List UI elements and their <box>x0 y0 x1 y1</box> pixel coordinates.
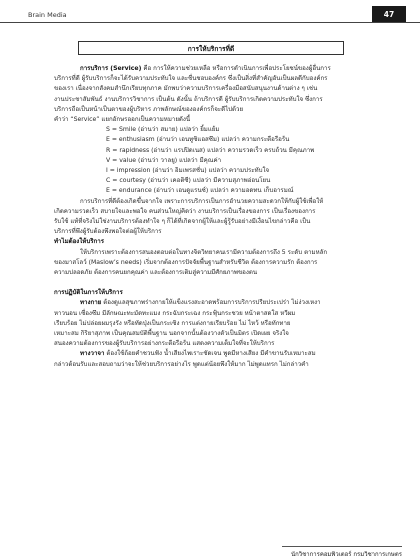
running-head: Brain Media <box>28 11 67 19</box>
list-item: I = impression (อ่านว่า อิมเพรสชั่น) แปลว่า ความประทับใจ <box>106 167 270 175</box>
service-definition-line: บริการถือเป็นหน้าเป็นตาของผู้บริหาร ภาพลักษณ์ขององค์กรก็จะดีไปด้วย <box>54 105 244 113</box>
physical-term: ทางกาย <box>80 299 102 307</box>
service-definition-line: ของเรา เนื่องจากสังคมสำนึกเรียบทุกภาค มักพบว่าความบริการเครื่องมือสนับสนุนงานด้านต่าง ๆ เช่น <box>54 85 318 93</box>
page-body <box>54 64 376 370</box>
list-item: C = courtesy (อ่านว่า เคอติซี) แปลว่า มีความสุภาพอ่อนโยน <box>106 177 271 185</box>
list-item: S = Smile (อ่านว่า สมาย) แปลว่า ยิ้มแย้ม <box>106 126 220 134</box>
service-definition-line: งานประชาสัมพันธ์ งานบริการวิชาการ เป็นต้น ดังนั้น ถ้าบริการดี ผู้รับบริการเกิดความประทับใจ ซึ่งการ <box>54 95 323 103</box>
paragraph-line: รับใช้ แท้ที่จริงไม่ใช่งานบริการต้องทำใจ ๆ ก็ได้ที่เกิดจากผู้ให้และผู้รู้รับอย่างมีเงื่อนไขกล่าวคือ เป็น <box>54 218 311 226</box>
paragraph-line: ความปลอดภัย ต้องการคนยกคุณค่า และต้องการเติมสู่ความมีศักยภาพของตน <box>54 269 258 277</box>
paragraph-line: ให้บริการเพราะต้องการสนองตอบต่อในทางจิตวิทยาคนเรามีความต้องการถึง 5 ระดับ ตามหลัก <box>80 248 328 256</box>
paragraph-line: เกิดความรวดเร็ว สบายใจและพอใจ คนส่วนใหญ่คิดว่า งานบริการเป็นเรื่องของการ เป็นเรื่องของการ <box>54 207 316 215</box>
paragraph-line: ของมาสโลว์ (Maslow’s needs) เริ่มจากต้องการปัจจัยพื้นฐานสำหรับชีวิต ต้องการความรัก ต้องการ <box>54 258 318 266</box>
list-item: E = enthusiasm (อ่านว่า เอนทูซิแอสซึม) แปลว่า ความกระตือรือร้น <box>106 136 290 144</box>
paragraph-line: เรียบร้อย ไม่ปล่อยผมรุงรัง หรือทัดปุ่งเป็นกระเซิง การแต่งกายเรียบร้อย ไม่ ไหว้ หรือทักทาย <box>54 319 291 327</box>
paragraph-line: บริการที่พึงผู้รับต้องพึงพอใจต่อผู้ให้บริการ <box>54 228 162 236</box>
page-footer: นักวิชาการคอมพิวเตอร์ กรมวิชาการเกษตร <box>282 546 402 559</box>
list-item: R = rapidness (อ่านว่า แรปปิดเนส) แปลว่า ความรวดเร็ว ครบถ้วน มีคุณภาพ <box>106 146 315 154</box>
section-title: การให้บริการที่ดี <box>78 41 344 55</box>
verbal-term: ทางวาจา <box>80 350 105 358</box>
service-definition-line-1: การบริการ (Service) คือ การให้ความช่วยเหลือ หรือการดำเนินการเพื่อประโยชน์ของผู้อื่นการ <box>80 65 331 72</box>
list-item: E = endurance (อ่านว่า เอนดูแรนซ์) แปลว่า ความอดทน เก็บอารมณ์ <box>106 187 294 195</box>
paragraph-line: การบริการที่ดีต้องเกิดขึ้นจากใจ เพราะการบริการเป็นการอำนวยความสะดวกให้กับผู้ใช้เพื่อให้ <box>80 197 324 205</box>
paragraph-line: หาวนอน เซื่องซึม มีลักษณะทะมัดทะแมง กระฉับกระเฉง กระฟุ้นกระชวย หน้าตาสดใส หวีผม <box>54 309 296 317</box>
list-item: V = value (อ่านว่า วาลยู) แปลว่า มีคุณค่า <box>106 156 222 164</box>
practice-heading: การปฏิบัติในการให้บริการ <box>54 289 123 297</box>
service-acronym-list <box>54 125 376 196</box>
service-definition-line: บริการที่ดี ผู้รับบริการก็จะได้รับความประทับใจ และชื่นชอบองค์กร ซึ่งเป็นสิ่งที่สำคัญอันเป็นผลดีกับองค์กร <box>54 75 328 83</box>
service-acronym-intro: คำว่า “Service” แยกอักษรออกเป็นความหมายดังนี้ <box>54 116 191 124</box>
paragraph-line: เหมาะสม กิริยาสุภาพ เป็นคุณสมบัติพื้นฐาน นอกจากนั้นต้องวางตัวเป็นมิตร เปิดเผย จริงใจ <box>54 330 289 338</box>
why-heading: ทำไมต้องให้บริการ <box>54 238 105 246</box>
verbal-line-1: ทางวาจา ต้องใช้ถ้อยคำชวนฟัง น้ำเสียงไพเราะชัดเจน พูดมีหางเสียง มีคำขานรับเหมาะสม <box>80 350 316 358</box>
paragraph-line: กล่าวต้อนรับและสอบถามว่าจะให้ช่วยบริการอย่างไร พูดแต่น้อยพึงให้มาก ไม่พูดแทรก ไม่กล่าวคำ <box>54 360 309 368</box>
physical-line-1: ทางกาย ต้องดูแลสุขภาพร่างกายให้แข็งแรงสะอาดพร้อมการบริการปรียประเปร่า ไม่ง่วงเหงา <box>80 299 321 307</box>
paragraph-line: สนองความต้องการของผู้รับบริการอย่างกระตือรือร้น แสดงความเต็มใจที่จะให้บริการ <box>54 340 275 348</box>
page-number: 47 <box>372 6 406 23</box>
header-rule <box>0 22 420 23</box>
service-term: การบริการ (Service) <box>80 65 142 72</box>
